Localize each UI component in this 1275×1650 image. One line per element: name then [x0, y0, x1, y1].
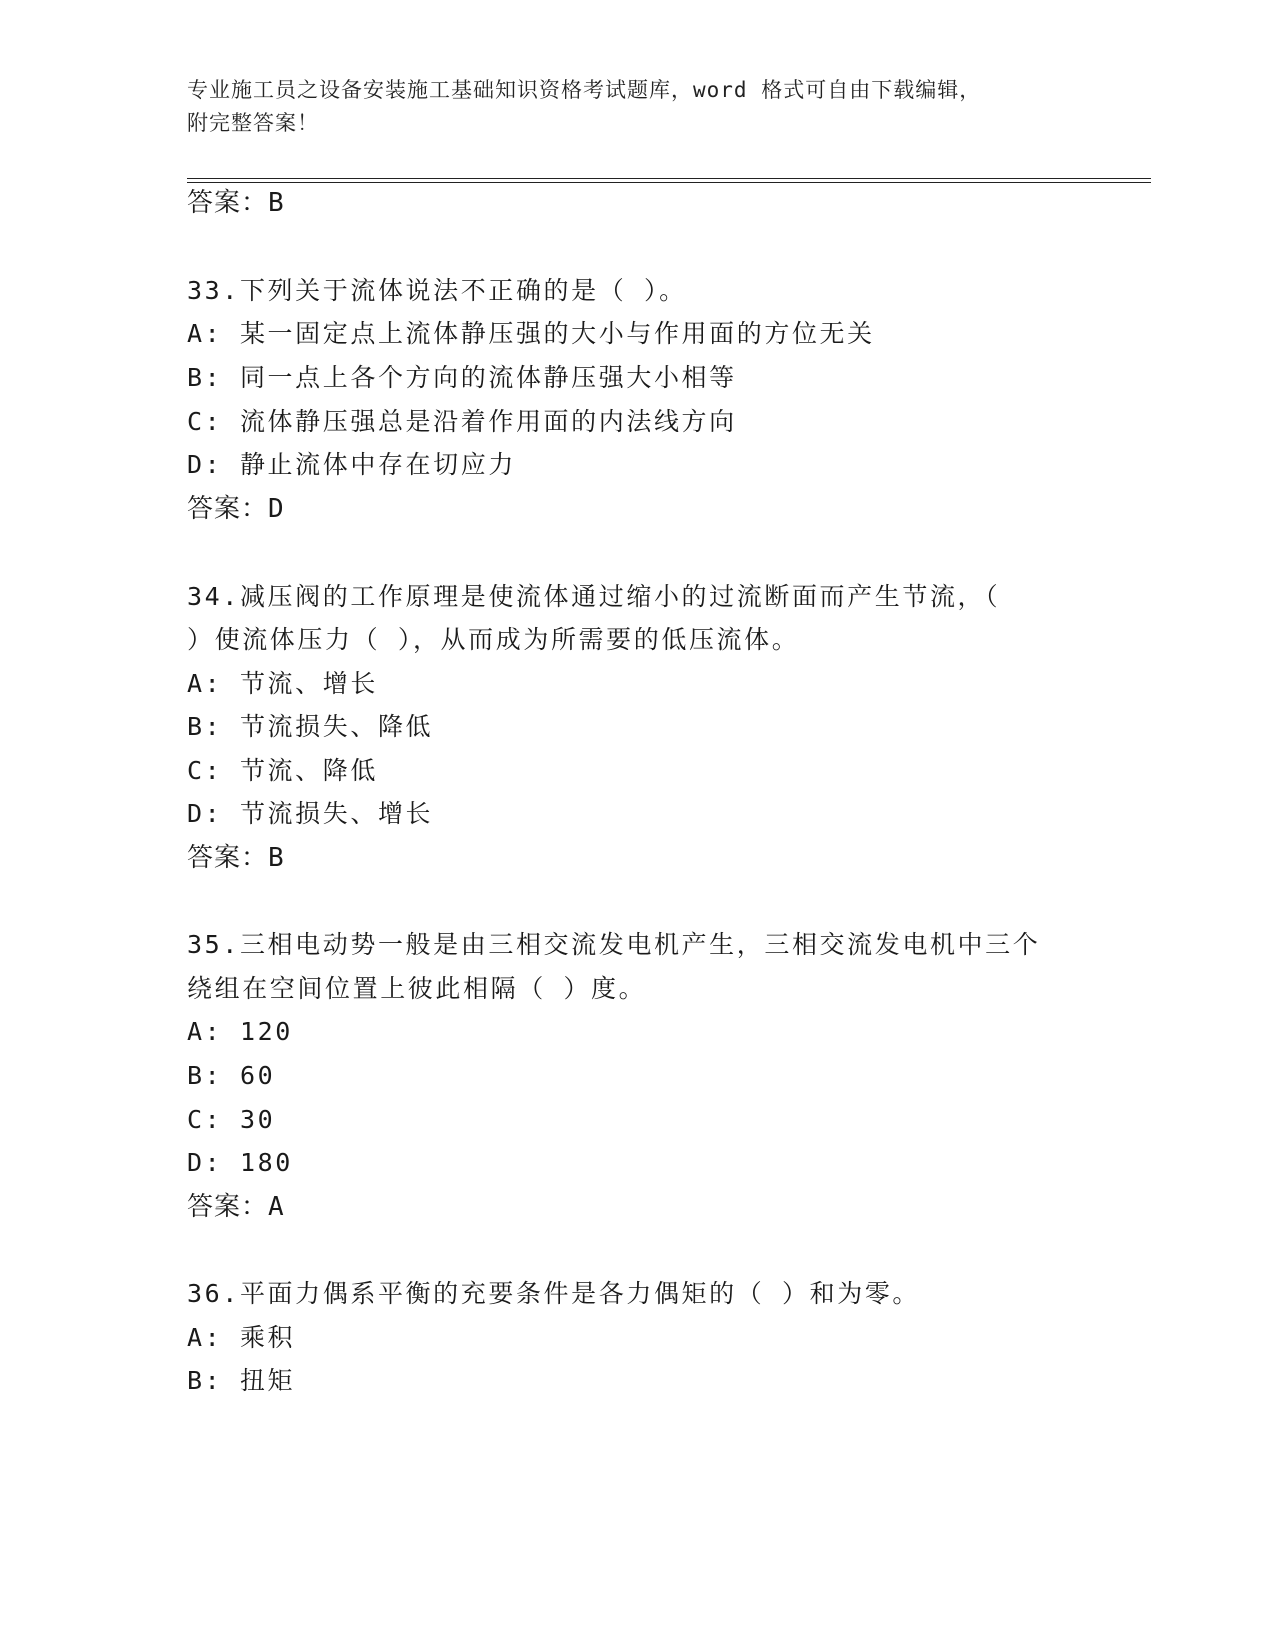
- header-title-line-2: 附完整答案！: [187, 111, 319, 135]
- question-33-option-c: C: 流体静压强总是沿着作用面的内法线方向: [187, 407, 737, 436]
- question-35-option-a: A: 120: [187, 1017, 293, 1046]
- question-35-text-line-2: 绕组在空间位置上彼此相隔（ ）度。: [187, 974, 647, 1003]
- question-33-text: 33.下列关于流体说法不正确的是（ ）。: [187, 276, 687, 305]
- question-33-answer: 答案：D: [187, 494, 285, 524]
- header-title-line-1: 专业施工员之设备安装施工基础知识资格考试题库，word 格式可自由下载编辑，: [187, 78, 982, 102]
- question-34-option-c: C: 节流、降低: [187, 756, 378, 785]
- question-35-option-b: B: 60: [187, 1061, 276, 1090]
- question-34-text-line-2: ）使流体压力（ ），从而成为所需要的低压流体。: [187, 625, 800, 654]
- question-35-text-line-1: 35.三相电动势一般是由三相交流发电机产生，三相交流发电机中三个: [187, 930, 1041, 959]
- question-34-option-a: A: 节流、增长: [187, 669, 378, 698]
- question-36-text: 36.平面力偶系平衡的充要条件是各力偶矩的（ ）和为零。: [187, 1279, 921, 1308]
- question-36-option-a: A: 乘积: [187, 1323, 296, 1352]
- question-34-answer: 答案：B: [187, 843, 285, 873]
- question-34-option-d: D: 节流损失、增长: [187, 799, 434, 828]
- question-35-option-d: D: 180: [187, 1148, 293, 1177]
- document-header: [187, 74, 1067, 140]
- answer-previous: 答案：B: [187, 188, 285, 218]
- header-divider: [187, 178, 1151, 183]
- question-33-option-a: A: 某一固定点上流体静压强的大小与作用面的方位无关: [187, 319, 875, 348]
- question-33-option-d: D: 静止流体中存在切应力: [187, 450, 516, 479]
- question-36-option-b: B: 扭矩: [187, 1366, 296, 1395]
- question-34-option-b: B: 节流损失、降低: [187, 712, 434, 741]
- question-35-option-c: C: 30: [187, 1105, 276, 1134]
- question-35-answer: 答案：A: [187, 1192, 285, 1222]
- question-34-text-line-1: 34.减压阀的工作原理是使流体通过缩小的过流断面而产生节流，（: [187, 582, 1001, 611]
- question-33-option-b: B: 同一点上各个方向的流体静压强大小相等: [187, 363, 737, 392]
